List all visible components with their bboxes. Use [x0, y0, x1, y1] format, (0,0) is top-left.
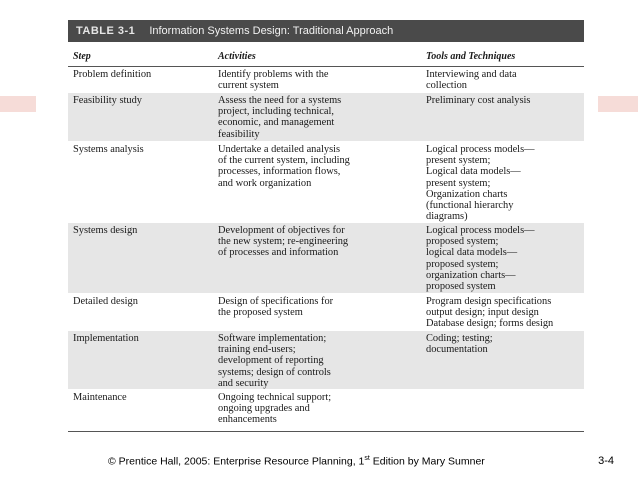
table-number: TABLE 3-1 — [76, 25, 136, 37]
table-row — [68, 93, 584, 142]
table-row — [68, 142, 584, 223]
cell-activities: Ongoing technical support; ongoing upgrades and enhancements — [218, 392, 332, 426]
decorative-band-left — [0, 96, 36, 112]
cell-step: Maintenance — [73, 392, 127, 403]
cell-tools: Interviewing and data collection — [426, 69, 517, 92]
cell-step: Feasibility study — [73, 95, 142, 106]
cell-activities: Identify problems with the current system — [218, 69, 329, 92]
design-table — [68, 20, 584, 432]
table-row — [68, 67, 584, 93]
cell-activities: Development of objectives for the new system; re-engineering of processes and information — [218, 225, 349, 259]
table-row — [68, 331, 584, 390]
table-row — [68, 294, 584, 331]
cell-step: Detailed design — [73, 296, 138, 307]
cell-activities: Software implementation; training end-users; development of reporting systems; design of controls and security — [218, 333, 331, 389]
cell-tools: Program design specifications output design; input design Database design; forms design — [426, 296, 554, 330]
table-title-bar — [68, 20, 584, 42]
page-number: 3-4 — [598, 455, 614, 467]
footer-text-before: © Prentice Hall, 2005: Enterprise Resource Planning, 1 — [108, 455, 365, 468]
cell-tools: Coding; testing; documentation — [426, 333, 493, 356]
copyright-footer — [108, 455, 485, 468]
cell-step: Systems design — [73, 225, 138, 236]
cell-tools — [421, 392, 584, 427]
table-bottom-rule — [68, 431, 584, 432]
cell-tools: Logical process models— proposed system; logical data models— proposed system; organization charts— proposed system — [426, 225, 535, 293]
cell-tools: Preliminary cost analysis — [426, 95, 531, 106]
header-step: Step — [73, 50, 91, 62]
cell-activities: Assess the need for a systems project, including technical, economic, and management feasibility — [218, 95, 342, 140]
decorative-band-right — [598, 96, 638, 112]
table-row — [68, 223, 584, 294]
cell-activities: Design of specifications for the proposed system — [218, 296, 334, 319]
cell-step: Systems analysis — [73, 144, 144, 155]
header-activities: Activities — [218, 50, 256, 62]
cell-activities: Undertake a detailed analysis of the current system, including processes, information flows, and work organization — [218, 144, 350, 189]
table-header-row — [68, 46, 584, 67]
footer-superscript: st — [364, 455, 370, 462]
table-title: Information Systems Design: Traditional Approach — [149, 25, 394, 37]
table-row — [68, 390, 584, 428]
cell-tools: Logical process models— present system; Logical data models— present system; Organization charts (functional hierarchy diagrams) — [426, 144, 535, 223]
header-tools: Tools and Techniques — [426, 50, 516, 62]
cell-step: Problem definition — [73, 69, 152, 80]
cell-step: Implementation — [73, 333, 139, 344]
footer-text-after: Edition by Mary Sumner — [369, 455, 485, 468]
